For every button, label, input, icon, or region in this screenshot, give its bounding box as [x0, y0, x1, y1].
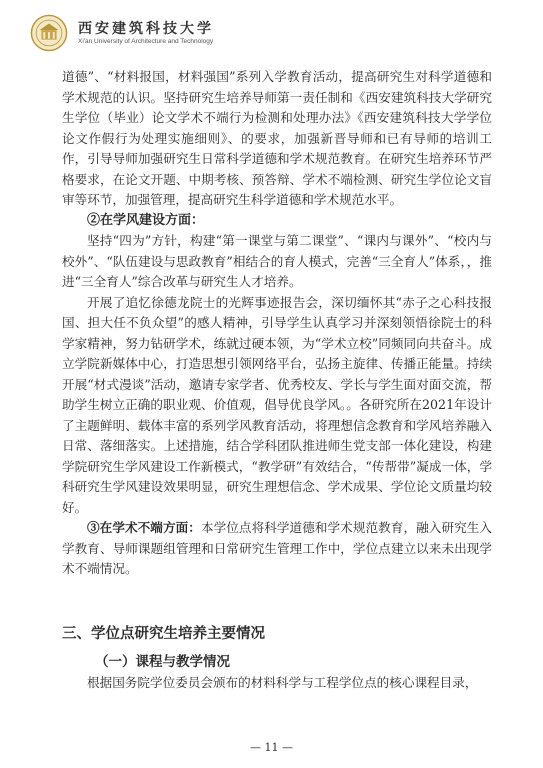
section-heading: 三、学位点研究生培养主要情况 — [62, 626, 265, 642]
misconduct-text: 本学位点将科学道德和学术规范教育，融入研究生入学教育、导师课题组管理和日常研究生管理工作中，学位点建立以来未出现学术不端情况。 — [62, 520, 493, 576]
subsection-heading: （一）课程与教学情况 — [95, 654, 230, 670]
university-seal-icon — [30, 14, 68, 52]
subheading-study-style: ②在学风建设方面： — [87, 212, 205, 228]
paragraph-study-style-2: 开展了追忆徐德龙院士的光辉事迹报告会，深切缅怀其“赤子之心科技报国、担大任不负众望”的感人精神，引导学生认真学习并深刻领悟徐院士的科学家精神，努力钻研学术，练就过硬本领，为“学术立校”同频同向共奋斗。成立学院新媒体中心，打造思想引领网络平台，弘扬主旋律、传播正能量。持续开展“材式漫谈”活动，邀请专家学者、优秀校友、学长与学生面对面交流，帮助学生树立正确的职业观、价值观，倡导优良学风。。各研究所在2021年设计了主题鲜明、载体丰富的系列学风教育活动，将理想信念教育和学风培养融入日常、落细落实。上述措施，结合学科团队推进师生党支部一体化建设，构建学院研究生学风建设工作新模式，“教学研”有效结合，“传帮带”凝成一体，学科研究生学风建设效果明显，研究生理想信念、学术成果、学位论文质量均较好。 — [62, 294, 492, 515]
body-text — [62, 67, 492, 580]
paragraph-misconduct — [62, 518, 492, 580]
university-name-en: Xi'an University of Architecture and Technology — [78, 38, 214, 45]
page-number: — 11 — — [250, 741, 293, 754]
university-name-cn: 西安建筑科技大学 — [78, 21, 214, 37]
paragraph-courses: 根据国务院学位委员会颁布的材料科学与工程学位点的核心课程目录， — [87, 675, 478, 690]
paragraph-academic-norms: 道德”、“材料报国，材料强国”系列入学教育活动，提高研究生对科学道德和学术规范的认识。坚持研究生培养导师第一责任制和《西安建筑科技大学研究生学位（毕业）论文学术不端行为检测和处理办法》《西安建筑科技大学学位论文作假行为处理实施细则》、的要求，加强新晋导师和已有导师的培训工作，引导导师加强研究生日常科学道德和学术规范教育。在研究生培养环节严格要求，在论文开题、中期考核、预答辩、学术不端检测、研究生学位论文盲审等环节，加强管理，提高研究生科学道德和学术规范水平。 — [62, 69, 492, 207]
subheading-misconduct: ③在学术不端方面： — [87, 520, 201, 535]
paragraph-study-style-1: 坚持“四为”方针，构建“第一课堂与第二课堂”、“课内与课外”、“校内与校外”、“队伍建设与思政教育”相结合的育人模式，完善“三全育人”体系，，推进“三全育人”综合改革与研究生人才培养。 — [62, 233, 492, 289]
